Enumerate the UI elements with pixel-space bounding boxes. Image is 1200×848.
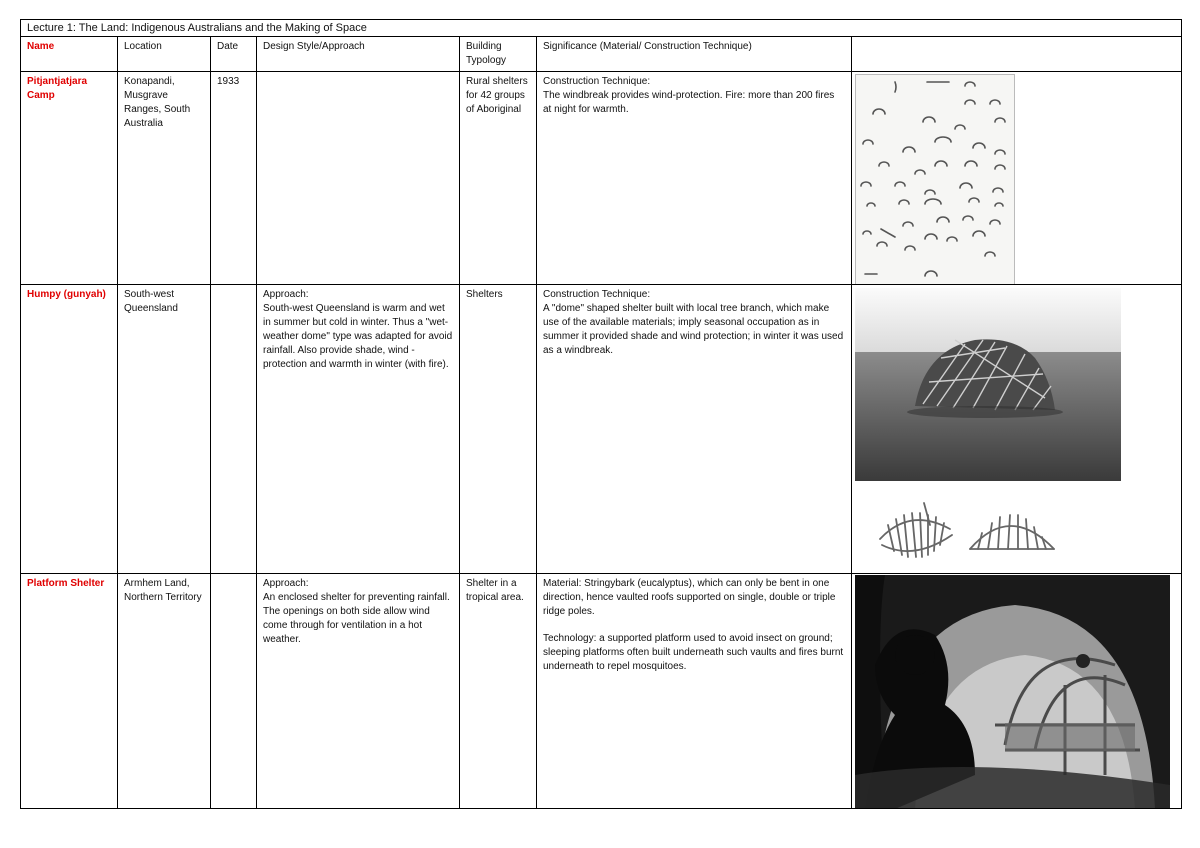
row-name: Pitjantjatjara Camp bbox=[21, 72, 118, 285]
row-image-cell bbox=[852, 574, 1182, 809]
row-typology: Rural shelters for 42 groups of Aboriginal bbox=[460, 72, 537, 285]
table-row bbox=[21, 285, 1182, 574]
row-name: Humpy (gunyah) bbox=[21, 285, 118, 574]
row-design bbox=[257, 285, 460, 574]
significance-heading: Construction Technique: bbox=[543, 76, 651, 87]
design-heading: Approach: bbox=[263, 578, 309, 589]
significance-text: The windbreak provides wind-protection. Fire: more than 200 fires at night for warmth. bbox=[543, 90, 835, 115]
header-image bbox=[852, 37, 1182, 72]
header-row bbox=[21, 37, 1182, 72]
design-heading: Approach: bbox=[263, 289, 309, 300]
significance-text-2: Technology: a supported platform used to avoid insect on ground; sleeping platforms often built underneath such vaults and fires burnt underneath to repel mosquitoes. bbox=[543, 633, 844, 672]
lecture-table bbox=[20, 19, 1182, 809]
row-design bbox=[257, 574, 460, 809]
row-typology: Shelters bbox=[460, 285, 537, 574]
row-location: Konapandi, Musgrave Ranges, South Australia bbox=[118, 72, 211, 285]
table-row bbox=[21, 72, 1182, 285]
significance-text: A "dome" shaped shelter built with local tree branch, which make use of the available materials; imply seasonal occupation as in summer it provided shade and wind protection; in winter it was used as a windbreak. bbox=[543, 303, 844, 356]
humpy-photo-image bbox=[855, 288, 1121, 481]
row-image-cell bbox=[852, 285, 1182, 574]
table-title: Lecture 1: The Land: Indigenous Australians and the Making of Space bbox=[21, 20, 1182, 37]
design-text: South-west Queensland is warm and wet in summer but cold in winter. Thus a "wet-weather dome" type was adapted for avoid rainfall. Also provide shade, wind - protection and warmth in winter (with fire). bbox=[263, 303, 453, 370]
row-date bbox=[211, 574, 257, 809]
header-name: Name bbox=[21, 37, 118, 72]
header-significance: Significance (Material/ Construction Technique) bbox=[537, 37, 852, 72]
row-date bbox=[211, 285, 257, 574]
design-text: An enclosed shelter for preventing rainfall. The openings on both side allow wind come through for ventilation in a hot weather. bbox=[263, 592, 450, 645]
significance-text: Material: Stringybark (eucalyptus), which can only be bent in one direction, hence vaulted roofs supported on single, double or triple ridge poles. bbox=[543, 578, 836, 617]
row-significance bbox=[537, 72, 852, 285]
row-typology: Shelter in a tropical area. bbox=[460, 574, 537, 809]
row-name: Platform Shelter bbox=[21, 574, 118, 809]
header-location: Location bbox=[118, 37, 211, 72]
header-date: Date bbox=[211, 37, 257, 72]
header-typology: Building Typology bbox=[460, 37, 537, 72]
row-location: Armhem Land, Northern Territory bbox=[118, 574, 211, 809]
camp-plan-image bbox=[855, 74, 1015, 285]
row-significance bbox=[537, 285, 852, 574]
humpy-sketch-front bbox=[870, 499, 960, 561]
header-design: Design Style/Approach bbox=[257, 37, 460, 72]
row-design bbox=[257, 72, 460, 285]
row-date: 1933 bbox=[211, 72, 257, 285]
platform-shelter-photo bbox=[855, 575, 1170, 809]
humpy-sketch-side bbox=[966, 507, 1058, 557]
significance-heading: Construction Technique: bbox=[543, 289, 651, 300]
row-image-cell bbox=[852, 72, 1182, 285]
table-row bbox=[21, 574, 1182, 809]
row-location: South-west Queensland bbox=[118, 285, 211, 574]
row-significance bbox=[537, 574, 852, 809]
